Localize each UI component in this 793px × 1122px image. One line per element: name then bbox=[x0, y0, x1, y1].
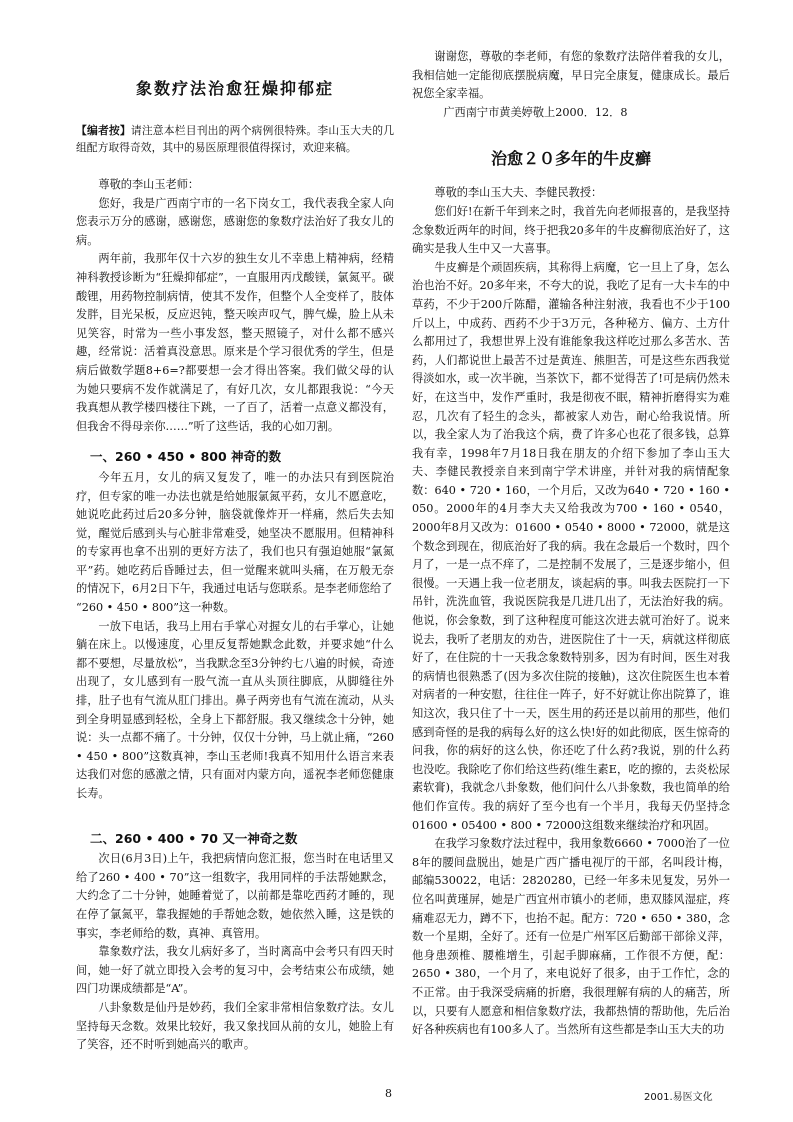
paragraph: 靠象数疗法，我女儿病好多了，当时离高中会考只有四天时间，她一好了就立即投入会考的复习中，会考结束公布成绩，她四门功课成绩都是“A”。 bbox=[76, 945, 394, 996]
letter-greeting-2: 尊敬的李山玉大夫、李健民教授： bbox=[434, 186, 603, 200]
paragraph: 次日(6月3日)上午，我把病情向您汇报，您当时在电话里又给了260 • 400 • 70”这一组数字，我用同样的手法帮她默念，大约念了二十分钟，她睡着觉了，以前都是靠吃西药才睡的，现在停了氯氮平，靠我握她的手帮她念数，她依然入睡，这是铁的事实，李老师给的数，真神、真管用。 bbox=[76, 852, 394, 940]
paragraph: 您好，我是广西南宁市的一名下岗女工，我代表我全家人向您表示万分的感谢，感谢您，感谢您的象数疗法治好了我女儿的病。 bbox=[76, 196, 394, 247]
editor-note-label: 【编者按】 bbox=[76, 124, 131, 137]
article-title-1: 象数疗法治愈狂燥抑郁症 bbox=[135, 79, 334, 98]
section-heading-2: 二、260 • 400 • 70 又一神奇之数 bbox=[90, 830, 298, 846]
paragraph: “260 • 450 • 800”这一种数。 bbox=[76, 601, 235, 615]
journal-footer: 2001.易医文化 bbox=[644, 1092, 713, 1103]
paragraph: 今年五月，女儿的病又复发了，唯一的办法只有到医院治疗，但专家的唯一办法也就是给她服氯氮平药，女儿不愿意吃，她说吃此药过后20多分钟，脑袋就像炸开一样痛，然后失去知觉，醒觉后感到头与心脏非常难受，她坚决不愿服用。但精神科的专家再也拿不出别的更好方法了，我们也只有强迫她服“氯氮平”药。她吃药后昏睡过去，但一觉醒来就叫头痛，在万般无奈的情况下，6月2日下午，我通过电话与您联系。是李老师您给了 bbox=[76, 470, 394, 596]
paragraph: 谢谢您，尊敬的李老师，有您的象数疗法陪伴着我的女儿，我相信她一定能彻底摆脱病魔，早日完全康复，健康成长。最后祝您全家幸福。 bbox=[412, 50, 730, 101]
letter-signature: 广西南宁市黄美婷敬上2000．12．8 bbox=[443, 105, 628, 119]
editor-note bbox=[76, 122, 394, 156]
paragraph: 一放下电话，我马上用右手掌心对握女儿的右手掌心，让她躺在床上。以慢速度，心里反复帮她默念此数，并要求她“什么都不要想，尽量放松”，当我默念至3分钟约七八遍的时候，奇迹出现了，女儿感到有一股气流一直从头顶往脚底，从脚缝往外排，肚子也有气流从肛门排出。鼻子两旁也有气流在流动，从头到全身明显感到轻松，全身上下都舒服。我又继续念十分钟，她说：头一点都不痛了。十分钟，仅仅十分钟，马上就止痛，“260 • 450 • 800”这数真神，李山玉老师!我真不知用什么语言来表达我们对您的感激之情，只有面对内蒙方向，遥祝李老师您健康长寿。 bbox=[76, 619, 394, 800]
letter-greeting-1: 尊敬的李山玉老师： bbox=[98, 178, 200, 191]
page-number: 8 bbox=[385, 1087, 392, 1100]
paragraph: 在我学习象数疗法过程中，我用象数6660 • 7000治了一位8年的腰间盘脱出，她是广西广播电视厅的干部，名叫段计梅，邮编530022，电话：2820280，已经一年多未见复发，另外一位名叫黄瑾屏，她是广西宜州市镇小的老师，患双膝风湿症，疼痛难忍无力，蹲不下，也抬不起。配方：720 • 650 • 380，念数一个星期，全好了。还有一位是广州军区后勤部干部徐义萍，他身患颈椎、腰椎增生，引起手脚麻痛，工作很不方便，配：2650 • 380，一个月了，来电说好了很多，由于工作忙，念的不正常。由于我深受病痛的折磨，我很理解有病的人的痛苦，所以，只要有人愿意和相信象数疗法，我都热情的帮助他，先后治好各种疾病也有100多人了。当然所有这些都是李山玉大夫的功 bbox=[412, 837, 730, 1037]
section-heading-1: 一、260 • 450 • 800 神奇的数 bbox=[90, 449, 282, 465]
paragraph: 牛皮癣是个顽固疾病，其称得上病魔，它一旦上了身，怎么治也治不好。20多年来，不夸大的说，我吃了足有一大卡车的中草药，不少于200斤陈醋，灌输各种注射液，我看也不少于100斤以上，中成药、西药不少于3万元，各种秘方、偏方、土方什么都用过了，我想世界上没有谁能象我这样吃过那么多苦水、苦药，人们都说世上最苦不过是黄连、熊胆苦，可是这些东西我觉得淡如水，或一次半碗，当茶饮下，都不觉得苦了!可是病仍然未好，在这当中，发作严重时，我是彻夜不眠，精神折磨得实为难忍，几次有了轻生的念头，都被家人劝告，耐心给我说情。所以，我全家人为了治我这个病，费了许多心也花了很多钱，总算我有幸，1998年7月18日我在朋友的介绍下参加了李山玉大夫、李健民教授亲自来到南宁学术讲座，并针对我的病情配象数：640 • 720 • 160，一个月后，又改为640 • 720 • 160 • 050。2000年的4月李大夫又给我改为700 • 160 • 0540，2000年8月又改为：01600 • 0540 • 8000 • 72000，就是这个数念到现在，彻底治好了我的病。我在念最后一个数时，四个月了，一是一点不痒了，二是控制不发展了，三是逐步缩小，但很慢。一天遇上我一位老朋友，谈起病的事。叫我去医院打一下吊针，洗洗血管，我说医院我是几进几出了，无法治好我的病。他说，你会象数，到了这种程度可能这次进去就可治好了。说来说去，我听了老朋友的劝告，进医院住了十一天，病就这样彻底好了，在住院的十一天我念象数特别多，因为有时间，医生对我的病情也很熟悉了(因为多次住院的接触)，这次住院医生也本着对病者的一种安慰，往往住一阵子，好不好就让你出院算了，谁知这次，我只住了十一天，医生用的药还是以前用的那些，他们感到奇怪的是我的病每么好的这么快!好的如此彻底，医生惊奇的问我，你的病好的这么快，你还吃了什么药?我说，别的什么药也没吃。我除吃了你们给这些药(维生素E，吃的擦的，去炎松尿素软膏)，我就念八卦象数，他们问什么八卦象数，我也简单的给他们作宣传。我的病好了至今也有一个半月，我每天仍坚持念01600 • 05400 • 800 • 72000这组数来继续治疗和巩固。 bbox=[412, 260, 730, 832]
editor-note-text: 请注意本栏目刊出的两个病例很特殊。李山玉大夫的几组配方取得奇效，其中的易医原理很值得探讨，欢迎来稿。 bbox=[76, 124, 394, 154]
article-title-2: 治愈２０多年的牛皮癣 bbox=[490, 149, 651, 169]
paragraph: 两年前，我那年仅十六岁的独生女儿不幸患上精神病，经精神科教授诊断为“狂燥抑郁症”，一直服用丙戊酸镁，氯氮平。碳酸锂，用药物控制病情，使其不发作，但整个人全变样了，肢体发胖，目光呆板，反应迟钝，整天唉声叹气，脾气燥，脸上从未见笑容，时常为一些小事发怒，整天照镜子，对什么都不感兴趣，经常说：活着真没意思。原来是个学习很优秀的学生，但是病后做数学题8+6=?都要想一会才得出答案。我们做父母的认为她只要病不发作就满足了，有好几次，女儿都跟我说：“今天我真想从教学楼四楼往下跳，一了百了，活着一点意义都没有，但我舍不得母亲你……”听了这些话，我的心如刀割。 bbox=[76, 252, 394, 433]
right-column bbox=[412, 48, 730, 1040]
left-column bbox=[76, 48, 394, 1055]
paragraph: 八卦象数是仙丹是妙药，我们全家非常相信象数疗法。女儿坚持每天念数。效果比较好，我又象找回从前的女儿，她脸上有了笑容，还不时听到她高兴的歌声。 bbox=[76, 1000, 394, 1052]
paragraph: 您们好!在新千年到来之时，我首先向老师报喜的，是我坚持念象数近两年的时间，终于把我20多年的牛皮癣彻底治好了，这确实是我人生中又一大喜事。 bbox=[412, 204, 730, 256]
